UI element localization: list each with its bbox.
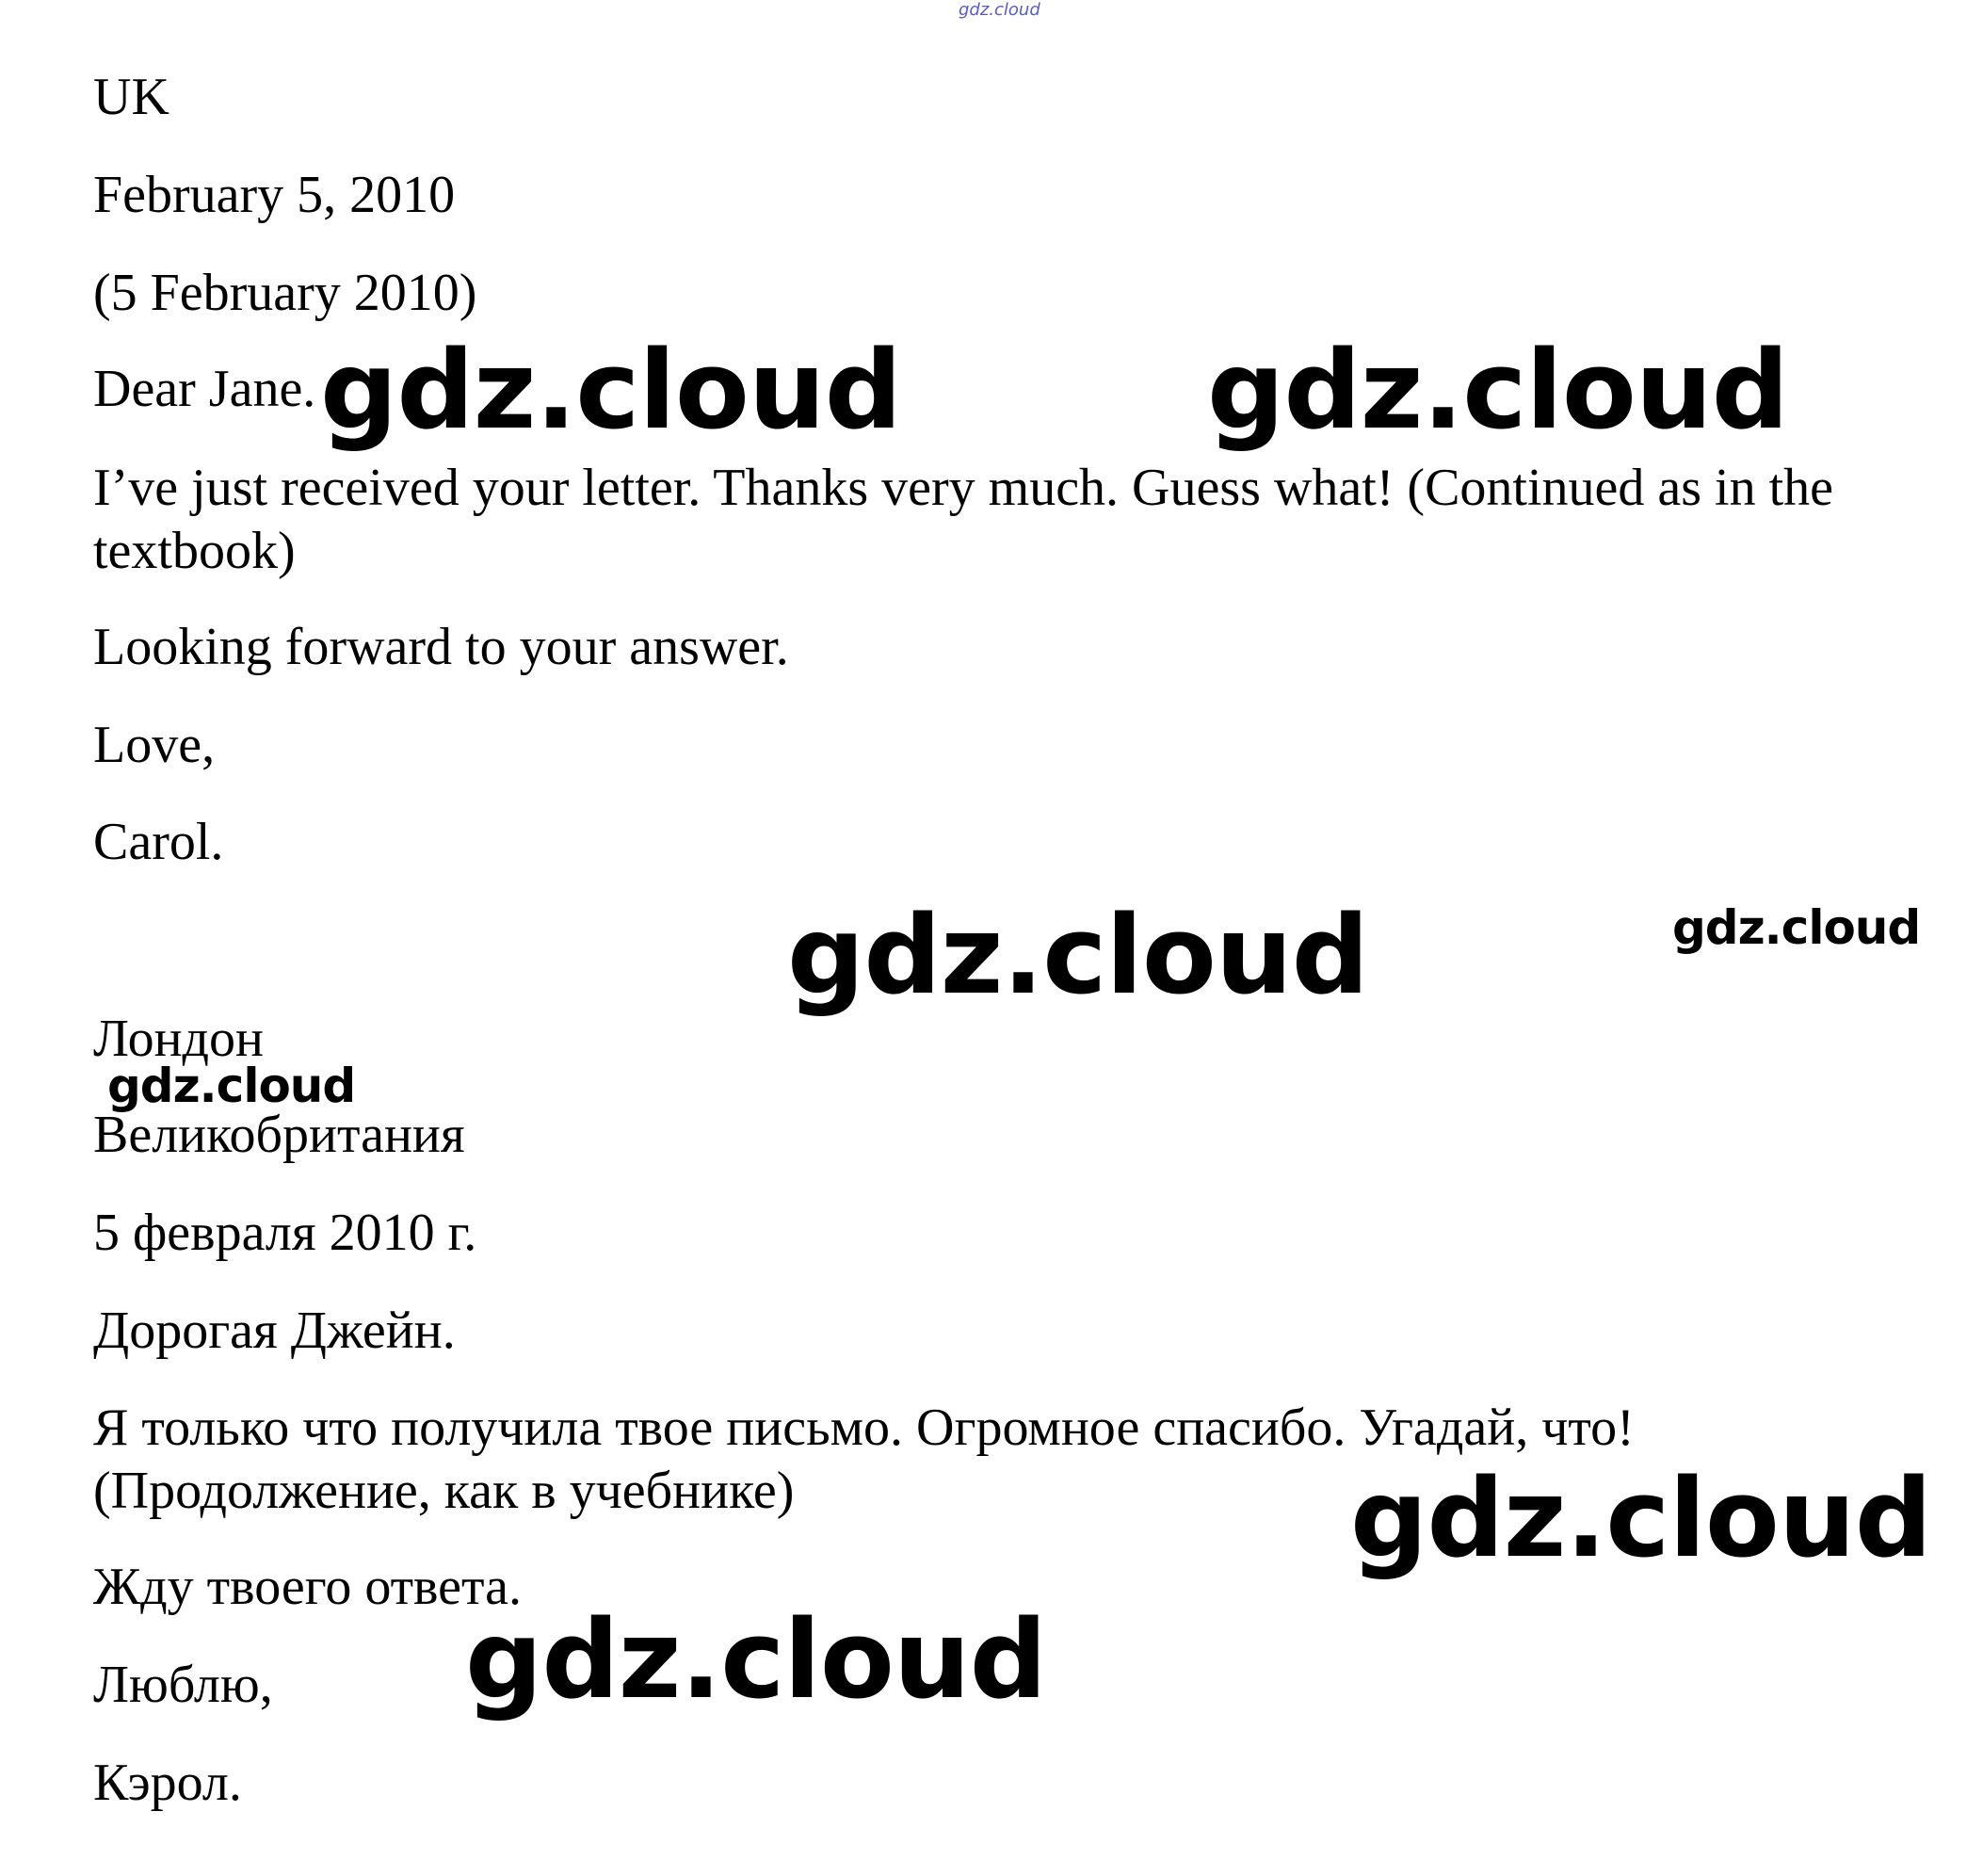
letter-ru-greeting: Дорогая Джейн.: [93, 1302, 456, 1360]
letter-ru-sign-off: Люблю,: [93, 1656, 273, 1714]
letter-en-body: I’ve just received your letter. Thanks very much. Guess what! (Continued as in the textbook): [93, 459, 1834, 580]
watermark-4: gdz.cloud: [1672, 900, 1921, 955]
letter-ru-body: Я только что получила твое письмо. Огромное спасибо. Угадай, что! (Продолжение, как в учебнике): [93, 1399, 1635, 1520]
watermark-2: gdz.cloud: [1207, 328, 1789, 454]
letter-en-address: UK: [93, 68, 169, 126]
letter-en-date-us: February 5, 2010: [93, 166, 456, 224]
letter-ru-date: 5 февраля 2010 г.: [93, 1204, 477, 1262]
letter-en-sign-off: Love,: [93, 716, 216, 774]
watermark-3: gdz.cloud: [787, 893, 1369, 1019]
letter-en-closing-line: Looking forward to your answer.: [93, 618, 789, 676]
letter-ru-country: Великобритания: [93, 1106, 465, 1164]
watermark-5: gdz.cloud: [107, 1059, 356, 1113]
watermark-1: gdz.cloud: [320, 328, 902, 454]
letter-en-signature: Carol.: [93, 813, 224, 871]
letter-ru-city: Лондон: [93, 1010, 265, 1068]
letter-ru-closing-line: Жду твоего ответа.: [93, 1558, 523, 1616]
header-watermark: gdz.cloud: [959, 0, 1040, 20]
letter-ru-signature: Кэрол.: [93, 1754, 242, 1812]
watermark-6: gdz.cloud: [1350, 1456, 1932, 1582]
watermark-7: gdz.cloud: [465, 1597, 1047, 1723]
letter-en-greeting: Dear Jane.: [93, 360, 316, 418]
letter-en-date-uk: (5 February 2010): [93, 264, 477, 322]
